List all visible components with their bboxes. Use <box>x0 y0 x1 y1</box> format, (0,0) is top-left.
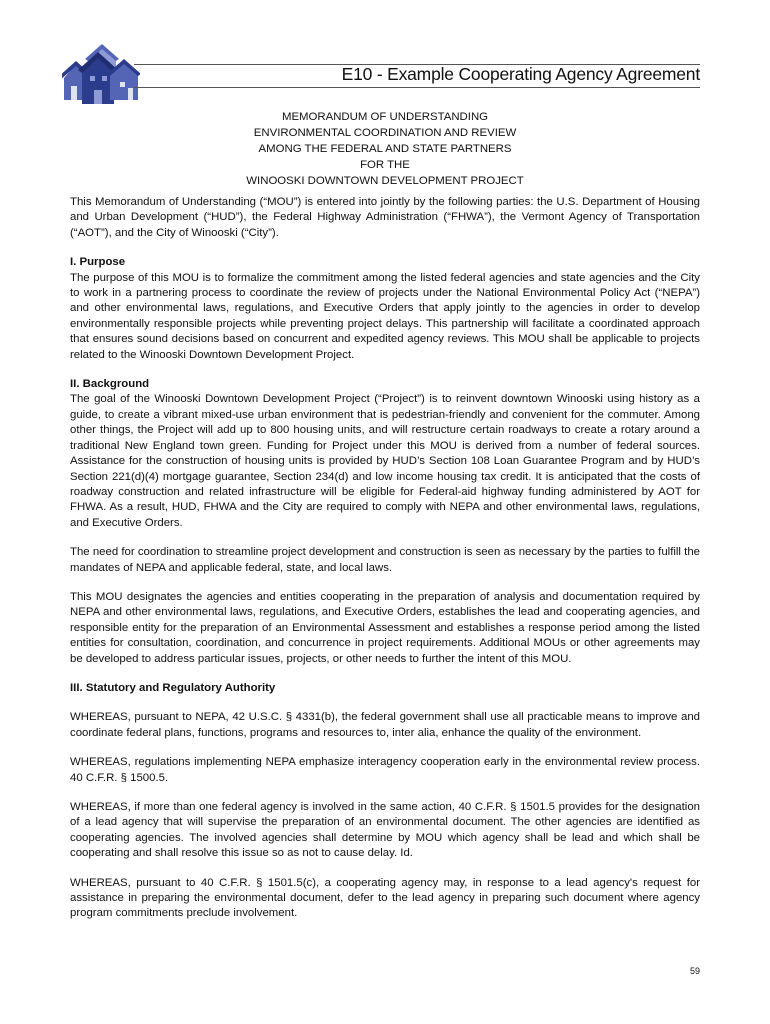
title-line: MEMORANDUM OF UNDERSTANDING <box>281 111 489 123</box>
document-title-block <box>70 109 700 189</box>
body-paragraph: The purpose of this MOU is to formalize the commitment among the listed federal agencies and state agencies and the City to work in a partnering process to coordinate the review of projects under the National Environmental Policy Act (“NEPA”) and other environmental laws, regulations, and Executive Orders that apply jointly to the agencies in order to develop environmentally responsible projects while preventing project delays. This partnership will facilitate a coordinated approach that ensures sound decisions based on concurrent and expedited agency reviews. This MOU shall be applicable to projects related to the Winooski Downtown Development Project. <box>70 271 700 361</box>
body-paragraph: The goal of the Winooski Downtown Development Project (“Project”) is to reinvent downtown Winooski using history as a guide, to create a vibrant mixed-use urban environment that is pedestrian-friendly and convenient for the commuter. Among other things, the Project will add up to 800 housing units, and will restructure certain roadways to create a rotary around a traditional New England town green. Funding for Project under this MOU is derived from a number of federal sources. Assistance for the construction of housing units is provided by HUD’s Section 108 Loan Guarantee Program and by HUD’s Section 221(d)(4) mortgage guarantee, Section 234(d) and low income housing tax credit. It is anticipated that the costs of roadway construction and related infrastructure will be eligible for Federal-aid highway funding administered by AOT for FHWA. As a result, HUD, FHWA and the City are required to comply with NEPA and other environmental laws, regulations, and Executive Orders. <box>70 393 700 529</box>
section-heading: III. Statutory and Regulatory Authority <box>70 681 276 694</box>
background-section <box>70 377 700 531</box>
page-number: 59 <box>689 966 700 976</box>
title-line: ENVIRONMENTAL COORDINATION AND REVIEW <box>253 127 517 140</box>
title-line: WINOOSKI DOWNTOWN DEVELOPMENT PROJECT <box>246 175 524 188</box>
body-paragraph: This MOU designates the agencies and entities cooperating in the preparation of analysis and documentation required by NEPA and other environmental laws, regulations, and Executive Orders, establishes the lead and cooperating agencies, and responsible entity for the preparation of an Environmental Assessment and establishes a response period among the listed entities for consultation, coordination, and concurrence in project requirements. Additional MOUs or other agreements may be developed to address particular issues, projects, or other needs to further the intent of this MOU. <box>70 590 700 665</box>
page-title: E10 - Example Cooperating Agency Agreement <box>341 64 700 84</box>
authority-section <box>70 681 700 696</box>
purpose-section <box>70 255 700 363</box>
section-heading: I. Purpose <box>70 256 126 269</box>
body-paragraph: WHEREAS, pursuant to 40 C.F.R. § 1501.5(c), a cooperating agency may, in response to a lead agency's request for assistance in preparing the environmental document, defer to the lead agency in preparing such document where agency program commitments preclude involvement. <box>70 876 700 920</box>
section-heading: II. Background <box>70 378 150 391</box>
body-paragraph: WHEREAS, pursuant to NEPA, 42 U.S.C. § 4331(b), the federal government shall use all practicable means to improve and coordinate federal plans, functions, programs and resources to, inter alia, enhance the quality of the environment. <box>70 711 700 739</box>
houses-logo-icon <box>62 42 140 106</box>
title-line: AMONG THE FEDERAL AND STATE PARTNERS <box>258 143 512 156</box>
body-paragraph: WHEREAS, regulations implementing NEPA emphasize interagency cooperation early in the environmental review process. 40 C.F.R. § 1500.5. <box>70 756 700 784</box>
header-rule-bottom <box>134 87 700 88</box>
body-paragraph: WHEREAS, if more than one federal agency is involved in the same action, 40 C.F.R. § 1501.5 provides for the designation of a lead agency that will supervise the preparation of an environmental document. The other agencies are identified as cooperating agencies. The involved agencies shall determine by MOU which agency shall be lead and which shall be cooperating and shall resolve this issue so as not to cause delay. Id. <box>70 801 700 860</box>
title-line: FOR THE <box>360 159 410 172</box>
intro-paragraph: This Memorandum of Understanding (“MOU”) is entered into jointly by the following parties: the U.S. Department of Housing and Urban Development (“HUD”), the Federal Highway Administration (“FHWA”), the Vermont Agency of Transportation (“AOT”), and the City of Winooski (“City”). <box>70 196 700 239</box>
document-body <box>70 195 700 936</box>
body-paragraph: The need for coordination to streamline project development and construction is seen as necessary by the parties to fulfill the mandates of NEPA and applicable federal, state, and local laws. <box>70 546 700 574</box>
